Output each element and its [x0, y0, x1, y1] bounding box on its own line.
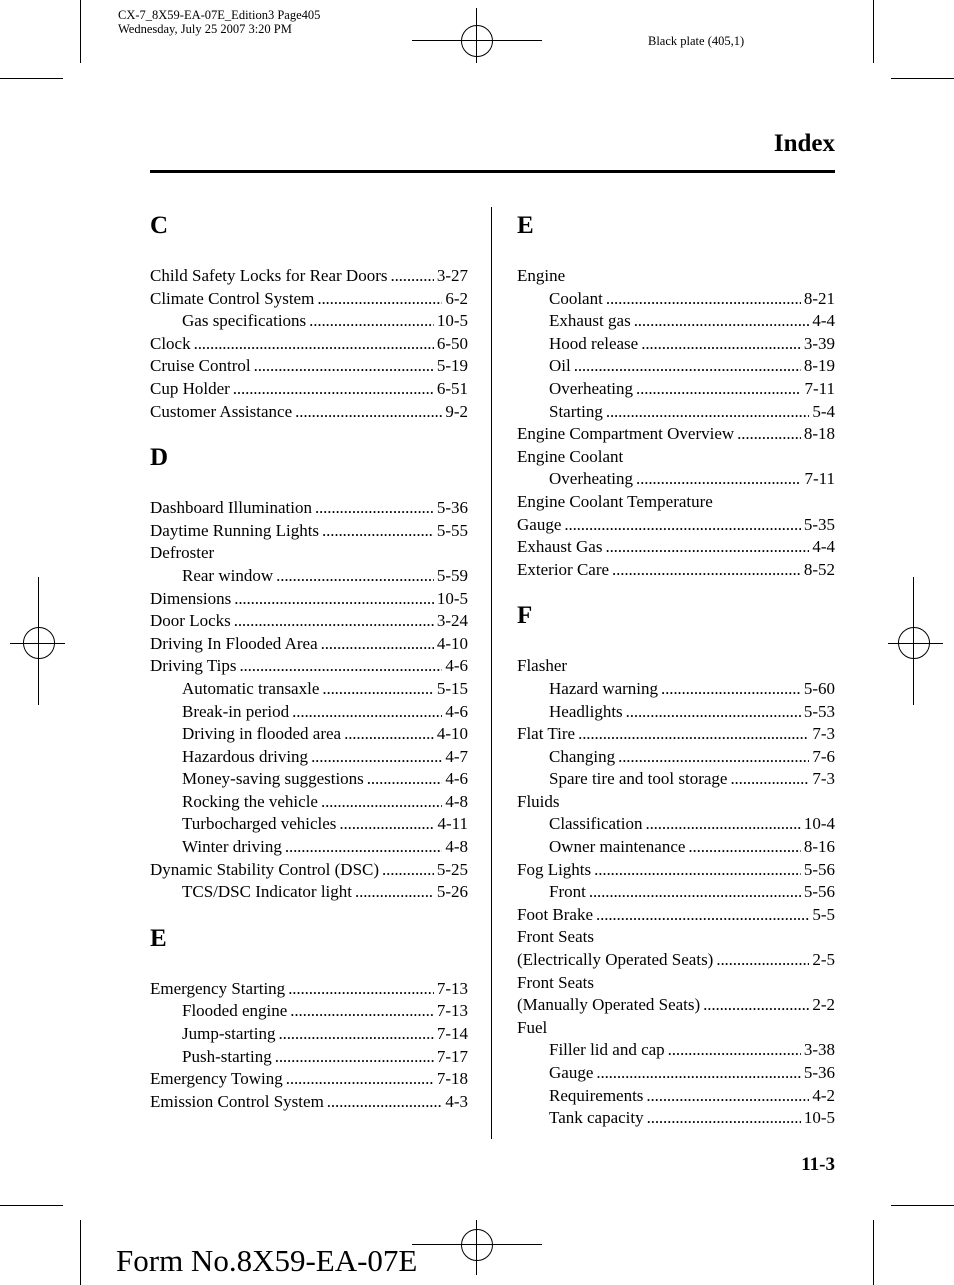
index-subentry — [150, 701, 468, 724]
index-subentry — [150, 1023, 468, 1046]
dot-leader — [641, 333, 801, 356]
dot-leader — [254, 355, 434, 378]
crop-mark — [0, 1205, 63, 1206]
index-entry — [150, 355, 468, 378]
entry-label: Gauge — [517, 514, 562, 534]
entry-page-ref: 6-50 — [436, 333, 468, 353]
entry-label: Emergency Towing — [150, 1069, 283, 1089]
dot-leader — [574, 355, 801, 378]
entry-page-ref: 4-7 — [445, 746, 468, 766]
entry-label: Driving In Flooded Area — [150, 633, 318, 653]
entry-page-ref: 8-18 — [803, 424, 835, 444]
entry-page-ref: 9-2 — [445, 401, 468, 421]
print-metadata-file: CX-7_8X59-EA-07E_Edition3 Page405 — [118, 8, 321, 22]
entry-label: Fluids — [517, 791, 560, 811]
index-entry — [150, 633, 468, 656]
entry-page-ref: 7-13 — [436, 978, 468, 998]
entry-page-ref: 4-10 — [436, 724, 468, 744]
index-subentry — [517, 288, 835, 311]
entry-page-ref: 8-16 — [803, 837, 835, 857]
dot-leader — [596, 1062, 800, 1085]
dot-leader — [596, 904, 809, 927]
entry-label: Engine — [517, 266, 566, 285]
index-subentry — [517, 401, 835, 424]
entry-page-ref: 10-4 — [803, 814, 835, 834]
entry-page-ref: 5-36 — [436, 498, 468, 518]
entry-label: Gauge — [549, 1063, 594, 1082]
dot-leader — [355, 881, 434, 904]
section-letter: E — [517, 212, 534, 239]
index-entry — [150, 610, 468, 633]
dot-leader — [606, 401, 809, 424]
index-subentry — [150, 836, 468, 859]
index-column-left — [150, 207, 468, 1113]
dot-leader — [626, 701, 801, 724]
entry-page-ref: 5-53 — [803, 701, 835, 721]
entry-label: Daytime Running Lights — [150, 520, 320, 540]
entry-label: Engine Compartment Overview — [517, 424, 735, 444]
index-subentry — [150, 746, 468, 769]
section-letter: D — [150, 444, 169, 472]
index-subentry — [517, 355, 835, 378]
dot-leader — [645, 813, 800, 836]
entry-label: Exhaust Gas — [517, 537, 603, 557]
entry-label: Tank capacity — [549, 1108, 644, 1128]
dot-leader — [321, 633, 434, 656]
dot-leader — [327, 1091, 443, 1114]
entry-label: Emission Control System — [150, 1091, 324, 1111]
index-entry — [517, 1017, 835, 1040]
title-rule — [150, 170, 835, 173]
dot-leader — [668, 1039, 801, 1062]
entry-label: Break-in period — [182, 701, 290, 721]
entry-label: (Electrically Operated Seats) — [517, 950, 714, 970]
index-subentry — [517, 768, 835, 791]
dot-leader — [589, 881, 801, 904]
entry-page-ref: 10-5 — [803, 1108, 835, 1128]
column-divider — [491, 207, 492, 1139]
dot-leader — [290, 1000, 434, 1023]
index-entry — [517, 723, 835, 746]
dot-leader — [634, 310, 810, 333]
entry-page-ref: 4-6 — [445, 769, 468, 789]
section-letter: F — [517, 602, 533, 630]
dot-leader — [286, 1068, 434, 1091]
dot-leader — [578, 723, 809, 746]
entry-page-ref: 8-52 — [803, 559, 835, 579]
entry-label: Front — [549, 882, 586, 902]
entry-page-ref: 5-35 — [803, 514, 835, 534]
entry-label: Dashboard Illumination — [150, 498, 312, 518]
index-entry — [517, 491, 835, 514]
dot-leader — [321, 791, 442, 814]
entry-page-ref: 3-27 — [436, 266, 468, 285]
entry-label: Coolant — [549, 288, 603, 308]
dot-leader — [612, 559, 801, 582]
entry-page-ref: 4-2 — [812, 1085, 835, 1105]
entry-label: Door Locks — [150, 611, 231, 631]
dot-leader — [322, 678, 433, 701]
dot-leader — [309, 310, 434, 333]
index-entry — [517, 265, 835, 288]
entry-label: Hazardous driving — [182, 746, 309, 766]
index-section — [150, 441, 468, 904]
dot-leader — [703, 994, 809, 1017]
section-letter: E — [150, 924, 167, 952]
entry-page-ref: 8-21 — [803, 288, 835, 308]
dot-leader — [688, 836, 800, 859]
entry-page-ref: 4-8 — [445, 837, 468, 857]
entry-label: Fog Lights — [517, 859, 592, 879]
entry-page-ref: 5-4 — [812, 401, 835, 421]
entry-label: Front Seats — [517, 972, 594, 992]
entry-label: Emergency Starting — [150, 978, 286, 998]
entry-page-ref: 4-4 — [812, 311, 835, 331]
index-section — [517, 599, 835, 1129]
entry-page-ref: 6-2 — [445, 288, 468, 308]
dot-leader — [315, 497, 434, 520]
entry-page-ref: 4-11 — [437, 814, 468, 834]
dot-leader — [285, 836, 442, 859]
entry-page-ref: 8-19 — [803, 356, 835, 376]
entry-label: Flasher — [517, 656, 568, 676]
crop-mark — [0, 78, 63, 79]
index-subentry — [150, 881, 468, 904]
dot-leader — [234, 610, 434, 633]
index-entry — [150, 497, 468, 520]
index-entry — [517, 926, 835, 949]
index-entry — [150, 859, 468, 882]
index-subentry — [517, 836, 835, 859]
crop-mark — [891, 78, 954, 79]
entry-label: Cruise Control — [150, 356, 251, 376]
index-entry — [517, 972, 835, 995]
entry-label: (Manually Operated Seats) — [517, 995, 701, 1015]
entry-page-ref: 7-17 — [436, 1046, 468, 1066]
index-subentry — [150, 310, 468, 333]
index-subentry — [517, 1107, 835, 1130]
dot-leader — [194, 333, 434, 356]
entry-page-ref: 3-39 — [803, 333, 835, 353]
index-subentry — [517, 813, 835, 836]
index-subentry — [517, 881, 835, 904]
dot-leader — [382, 859, 434, 882]
entry-page-ref: 4-6 — [445, 656, 468, 676]
entry-label: Hazard warning — [549, 678, 659, 698]
dot-leader — [234, 588, 434, 611]
entry-page-ref: 5-59 — [436, 565, 468, 585]
entry-page-ref: 7-3 — [812, 769, 835, 789]
entry-label: Jump-starting — [182, 1024, 276, 1044]
index-section — [517, 209, 835, 581]
entry-page-ref: 4-4 — [812, 537, 835, 557]
index-entry — [517, 949, 835, 972]
entry-page-ref: 7-3 — [812, 724, 835, 744]
section-letter: C — [150, 212, 169, 239]
index-entry — [517, 536, 835, 559]
dot-leader — [618, 746, 809, 769]
index-subentry — [517, 1062, 835, 1085]
entry-page-ref: 3-38 — [803, 1040, 835, 1060]
crop-mark — [873, 0, 874, 63]
entry-label: Foot Brake — [517, 904, 594, 924]
entry-label: Hood release — [549, 333, 639, 353]
entry-label: Automatic transaxle — [182, 678, 320, 698]
entry-label: Spare tire and tool storage — [549, 769, 728, 789]
index-subentry — [150, 1046, 468, 1069]
index-subentry — [150, 678, 468, 701]
index-entry — [150, 378, 468, 401]
dot-leader — [716, 949, 809, 972]
dot-leader — [275, 1046, 434, 1069]
dot-leader — [730, 768, 809, 791]
index-subentry — [517, 678, 835, 701]
index-entry — [517, 446, 835, 469]
print-metadata — [118, 8, 320, 36]
index-entry — [517, 791, 835, 814]
index-entry — [150, 588, 468, 611]
dot-leader — [276, 565, 434, 588]
entry-label: Starting — [549, 401, 603, 421]
index-subentry — [150, 791, 468, 814]
dot-leader — [606, 288, 801, 311]
crop-mark — [80, 0, 81, 63]
entry-label: Turbocharged vehicles — [182, 814, 337, 834]
entry-page-ref: 5-36 — [803, 1063, 835, 1082]
index-entry — [150, 520, 468, 543]
entry-label: Requirements — [549, 1085, 644, 1105]
entry-label: Clock — [150, 333, 191, 353]
entry-page-ref: 4-10 — [436, 633, 468, 653]
index-entry — [517, 514, 835, 537]
entry-label: Customer Assistance — [150, 401, 293, 421]
entry-page-ref: 10-5 — [436, 588, 468, 608]
entry-page-ref: 2-2 — [812, 995, 835, 1015]
index-entry — [150, 978, 468, 1001]
entry-page-ref: 4-3 — [445, 1091, 468, 1111]
dot-leader — [339, 813, 434, 836]
index-subentry — [517, 1085, 835, 1108]
index-subentry — [517, 310, 835, 333]
dot-leader — [322, 520, 434, 543]
index-section — [150, 922, 468, 1114]
entry-label: Exterior Care — [517, 559, 610, 579]
index-column-right — [517, 207, 835, 1130]
dot-leader — [390, 265, 433, 288]
index-entry — [517, 559, 835, 582]
crop-mark — [873, 1220, 874, 1285]
entry-label: Fuel — [517, 1017, 548, 1037]
entry-label: Overheating — [549, 469, 634, 489]
dot-leader — [233, 378, 434, 401]
entry-page-ref: 5-19 — [436, 356, 468, 376]
entry-page-ref: 5-55 — [436, 520, 468, 540]
index-entry — [150, 1091, 468, 1114]
entry-label: Winter driving — [182, 837, 282, 857]
dot-leader — [646, 1085, 809, 1108]
entry-label: Engine Coolant Temperature — [517, 491, 713, 511]
entry-page-ref: 5-5 — [812, 904, 835, 924]
dot-leader — [605, 536, 809, 559]
entry-label: Changing — [549, 746, 616, 766]
entry-label: Gas specifications — [182, 311, 307, 331]
entry-page-ref: 7-6 — [812, 746, 835, 766]
index-section — [150, 209, 468, 423]
dot-leader — [344, 723, 434, 746]
index-subentry — [150, 723, 468, 746]
plate-label: Black plate (405,1) — [648, 34, 745, 48]
index-subentry — [150, 813, 468, 836]
index-subentry — [517, 746, 835, 769]
entry-page-ref: 7-11 — [804, 469, 835, 489]
entry-label: Flat Tire — [517, 724, 576, 744]
entry-label: Dynamic Stability Control (DSC) — [150, 859, 380, 879]
dot-leader — [317, 288, 442, 311]
dot-leader — [295, 401, 442, 424]
crop-mark — [891, 1205, 954, 1206]
dot-leader — [311, 746, 442, 769]
entry-label: Classification — [549, 814, 643, 834]
index-entry — [150, 542, 468, 565]
index-entry — [150, 333, 468, 356]
index-subentry — [150, 1000, 468, 1023]
index-entry — [150, 288, 468, 311]
dot-leader — [288, 978, 434, 1001]
page-number: 11-3 — [801, 1154, 835, 1175]
crop-mark — [80, 1220, 81, 1285]
entry-page-ref: 7-13 — [436, 1001, 468, 1021]
entry-label: Front Seats — [517, 927, 594, 947]
entry-label: Climate Control System — [150, 288, 315, 308]
dot-leader — [292, 701, 442, 724]
entry-label: Flooded engine — [182, 1001, 288, 1021]
entry-label: Overheating — [549, 378, 634, 398]
entry-page-ref: 5-56 — [803, 882, 835, 902]
dot-leader — [239, 655, 442, 678]
index-subentry — [517, 701, 835, 724]
entry-label: Dimensions — [150, 588, 232, 608]
entry-page-ref: 7-14 — [436, 1024, 468, 1044]
entry-page-ref: 5-15 — [436, 678, 468, 698]
entry-label: Engine Coolant — [517, 446, 624, 466]
index-subentry — [517, 378, 835, 401]
entry-page-ref: 6-51 — [436, 378, 468, 398]
entry-label: TCS/DSC Indicator light — [182, 882, 352, 902]
dot-leader — [564, 514, 800, 537]
dot-leader — [279, 1023, 434, 1046]
entry-label: Driving in flooded area — [182, 724, 342, 744]
entry-label: Filler lid and cap — [549, 1040, 665, 1060]
index-entry — [150, 265, 468, 288]
dot-leader — [367, 768, 443, 791]
entry-label: Owner maintenance — [549, 837, 686, 857]
entry-label: Exhaust gas — [549, 311, 631, 331]
index-entry — [517, 859, 835, 882]
dot-leader — [647, 1107, 801, 1130]
entry-label: Driving Tips — [150, 656, 237, 676]
entry-label: Cup Holder — [150, 378, 230, 398]
entry-label: Headlights — [549, 701, 623, 721]
dot-leader — [636, 468, 801, 491]
form-number: Form No.8X59-EA-07E — [116, 1243, 418, 1278]
index-subentry — [517, 333, 835, 356]
entry-label: Oil — [549, 356, 571, 376]
entry-page-ref: 5-60 — [803, 678, 835, 698]
index-entry — [150, 401, 468, 424]
dot-leader — [661, 678, 801, 701]
dot-leader — [737, 423, 801, 446]
entry-page-ref: 4-6 — [445, 701, 468, 721]
print-metadata-date: Wednesday, July 25 2007 3:20 PM — [118, 22, 292, 36]
entry-page-ref: 5-26 — [436, 882, 468, 902]
entry-page-ref: 4-8 — [445, 791, 468, 811]
entry-page-ref: 7-11 — [804, 378, 835, 398]
index-entry — [150, 1068, 468, 1091]
index-entry — [517, 423, 835, 446]
index-subentry — [517, 1039, 835, 1062]
entry-page-ref: 7-18 — [436, 1069, 468, 1089]
dot-leader — [636, 378, 801, 401]
dot-leader — [594, 859, 801, 882]
index-entry — [517, 994, 835, 1017]
index-entry — [517, 904, 835, 927]
index-entry — [517, 655, 835, 678]
entry-label: Rear window — [182, 565, 274, 585]
entry-page-ref: 3-24 — [436, 611, 468, 631]
entry-label: Defroster — [150, 543, 215, 563]
entry-page-ref: 2-5 — [812, 950, 835, 970]
index-subentry — [150, 768, 468, 791]
index-subentry — [517, 468, 835, 491]
index-entry — [150, 655, 468, 678]
entry-label: Rocking the vehicle — [182, 791, 318, 811]
entry-page-ref: 10-5 — [436, 311, 468, 331]
entry-page-ref: 5-25 — [436, 859, 468, 879]
entry-page-ref: 5-56 — [803, 859, 835, 879]
entry-label: Push-starting — [182, 1046, 272, 1066]
entry-label: Money-saving suggestions — [182, 769, 364, 789]
index-subentry — [150, 565, 468, 588]
entry-label: Child Safety Locks for Rear Doors — [150, 266, 388, 285]
page-title: Index — [773, 130, 835, 157]
